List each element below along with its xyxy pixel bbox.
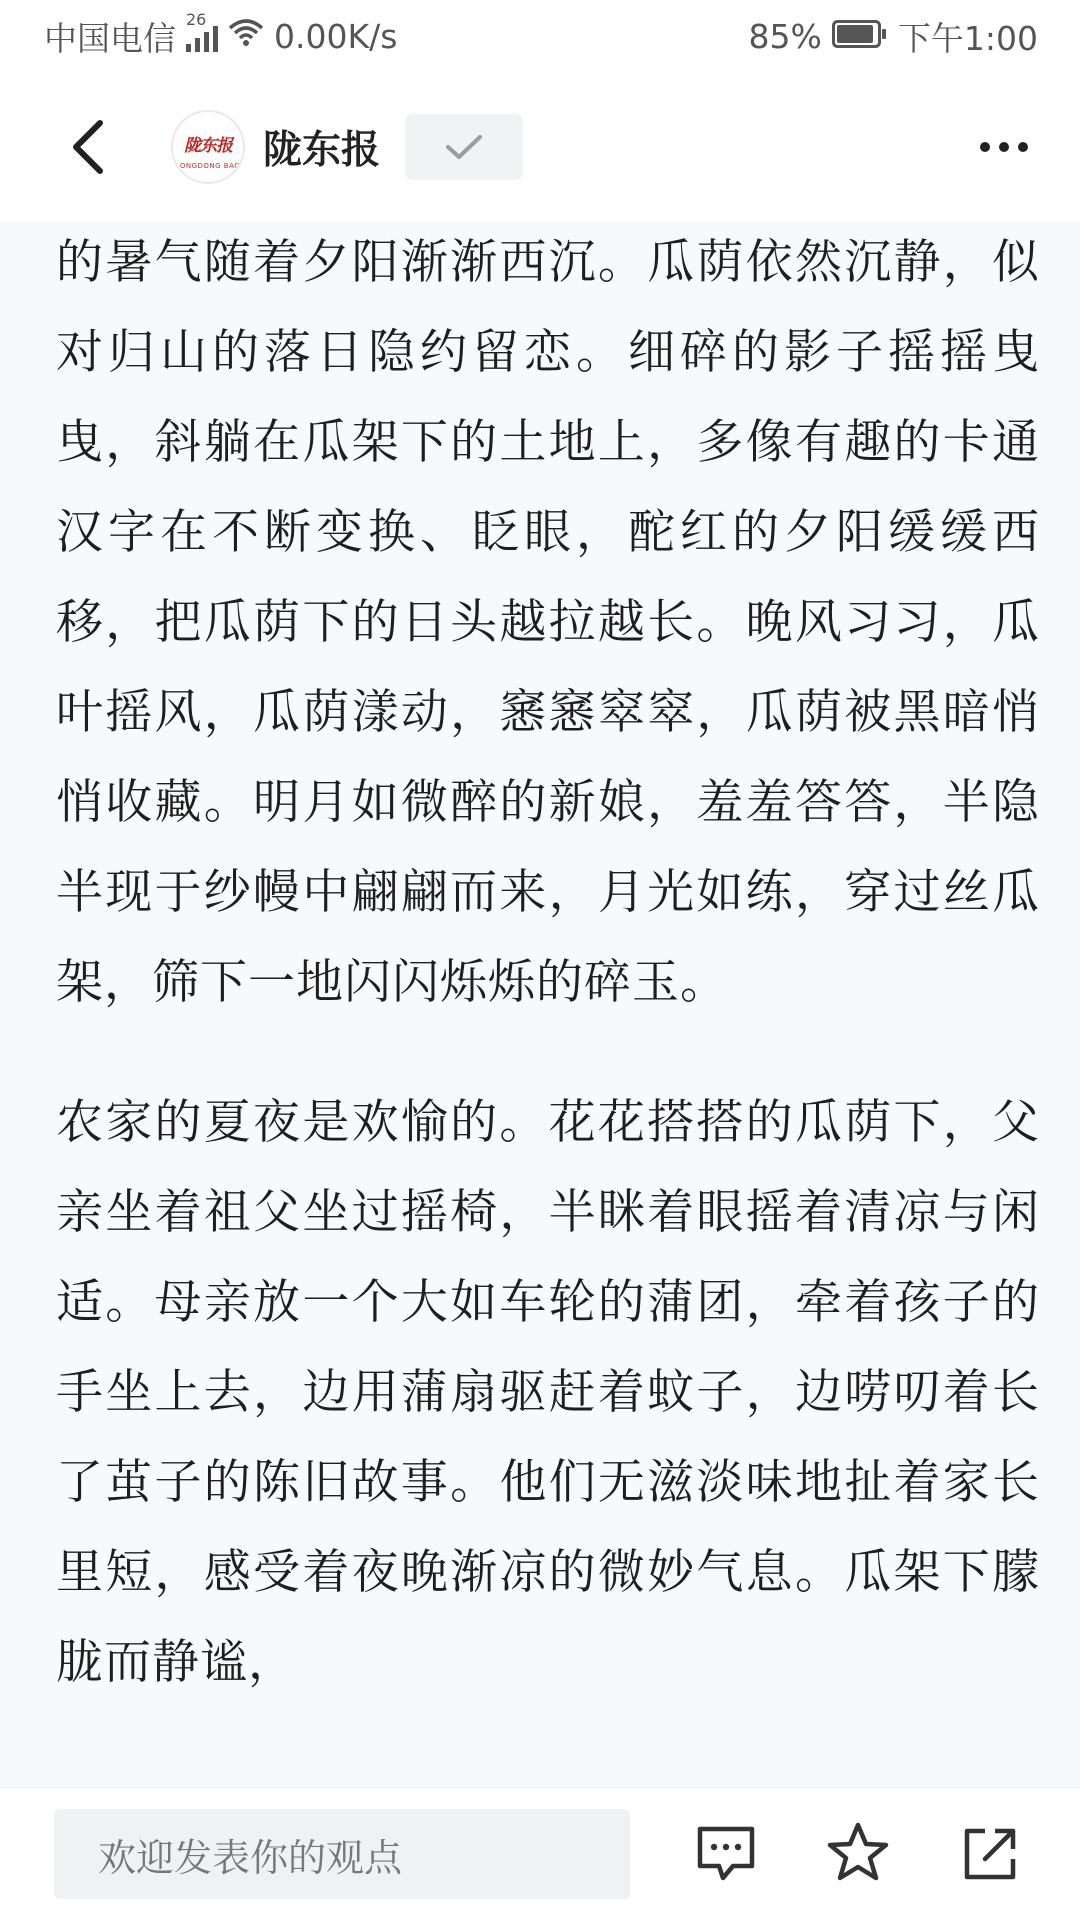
status-bar	[0, 0, 1080, 72]
battery-icon	[832, 17, 888, 56]
follow-button[interactable]	[405, 114, 523, 180]
check-icon	[445, 133, 483, 161]
source-logo[interactable]	[171, 110, 245, 184]
dot-icon	[980, 142, 990, 152]
star-icon	[826, 1821, 890, 1883]
article-paragraph: 农家的夏夜是欢愉的。花花搭搭的瓜荫下，父亲坐着祖父坐过摇椅，半眯着眼摇着清凉与闲适。母亲放一个大如车轮的蒲团，牵着孩子的手坐上去，边用蒲扇驱赶着蚊子，边唠叨着长了茧子的陈旧故事。他们无滋淡味地扯着家长里短，感受着夜晚渐凉的微妙气息。瓜架下朦胧而静谧，	[56, 1095, 1040, 1690]
status-right	[749, 13, 1038, 60]
article-body	[0, 222, 1080, 1788]
favorite-button[interactable]	[826, 1820, 890, 1884]
comment-input[interactable]	[54, 1809, 630, 1899]
dot-icon	[999, 142, 1009, 152]
comments-button[interactable]	[694, 1822, 758, 1886]
status-left	[44, 10, 398, 60]
chevron-left-icon	[70, 119, 104, 175]
network-speed: 0.00K/s	[274, 16, 398, 56]
back-button[interactable]	[58, 112, 116, 182]
clock-time: 下午1:00	[897, 18, 1038, 58]
cellular-signal-icon	[186, 10, 218, 52]
carrier-label: 中国电信	[44, 18, 176, 58]
more-options-button[interactable]	[980, 132, 1028, 162]
battery-percent: 85%	[748, 16, 822, 56]
share-icon	[961, 1825, 1019, 1883]
wifi-icon	[228, 17, 264, 56]
comment-icon	[695, 1824, 757, 1884]
network-type-label: 26	[186, 10, 207, 29]
share-button[interactable]	[958, 1822, 1022, 1886]
article-header	[0, 72, 1080, 222]
comment-placeholder: 欢迎发表你的观点	[98, 1835, 403, 1880]
source-name[interactable]: 陇东报	[263, 128, 381, 173]
article-paragraph: 的暑气随着夕阳渐渐西沉。瓜荫依然沉静，似对归山的落日隐约留恋。细碎的影子摇摇曳曳，斜躺在瓜架下的土地上，多像有趣的卡通汉字在不断变换、眨眼，酡红的夕阳缓缓西移，把瓜荫下的日头越拉越长。晚风习习，瓜叶摇风，瓜荫漾动，窸窸窣窣，瓜荫被黑暗悄悄收藏。明月如微醉的新娘，羞羞答答，半隐半现于纱幔中翩翩而来，月光如练，穿过丝瓜架，筛下一地闪闪烁烁的碎玉。	[56, 235, 1040, 1010]
bottom-action-bar	[0, 1787, 1080, 1920]
dot-icon	[1018, 142, 1028, 152]
logo-text-cn: 陇东报	[184, 135, 232, 156]
logo-text-en: LONGDONG BAO	[175, 162, 241, 170]
